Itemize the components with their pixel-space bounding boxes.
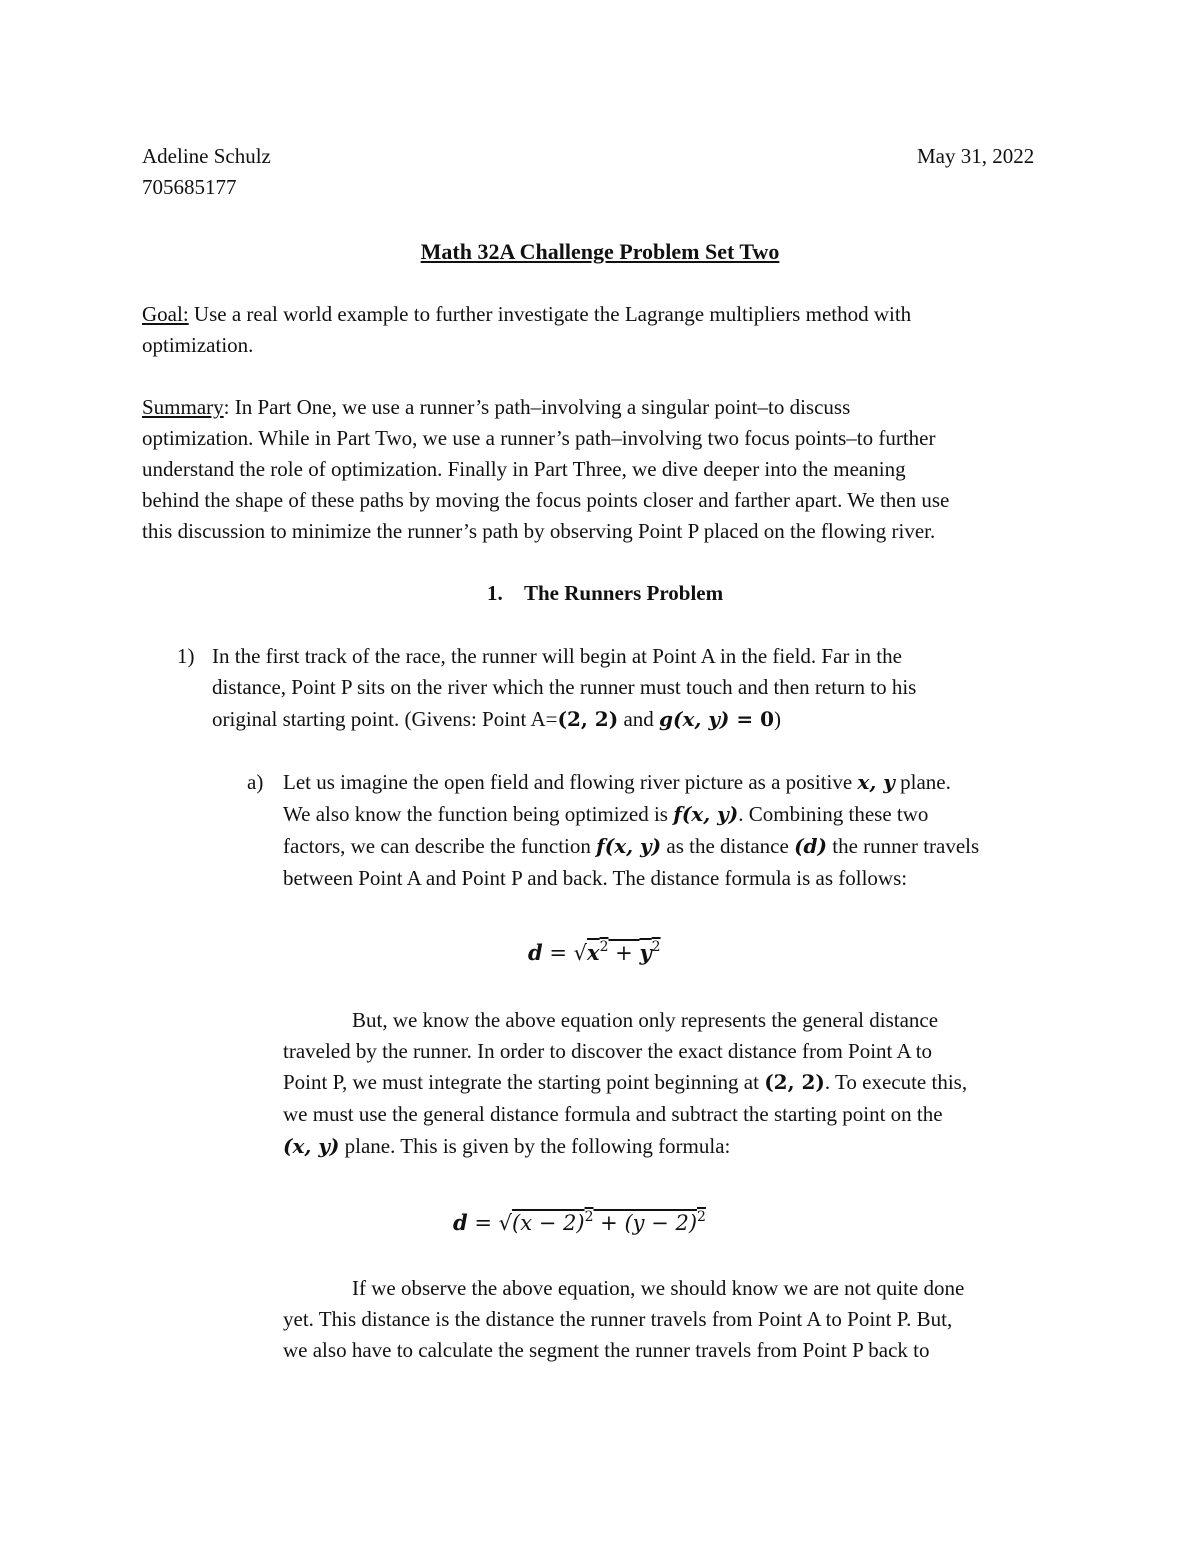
part-a-marker: a)	[247, 770, 264, 794]
para3-line-1: If we observe the above equation, we should know we are not quite done	[352, 1276, 965, 1300]
para2-line-2: traveled by the runner. In order to discover the exact distance from Point A to	[283, 1039, 933, 1063]
eq2-term-2: (y − 2)	[624, 1211, 698, 1235]
eq1-plus: +	[608, 941, 640, 965]
goal-line-2: optimization.	[142, 333, 254, 357]
eq2-exp-1: 2	[584, 1209, 594, 1225]
para2-line-1: But, we know the above equation only represents the general distance	[352, 1008, 939, 1032]
eq1-radicand	[587, 941, 661, 965]
part-a-line-2-text: We also know the function being optimized is	[283, 802, 674, 826]
para2-line-3-end: . To execute this,	[824, 1070, 968, 1094]
part-a-line-2-end: . Combining these two	[738, 802, 929, 826]
para2-line-5	[283, 1131, 730, 1162]
start-point-math: (2, 2)	[764, 1070, 825, 1094]
eq1-lhs: d	[528, 940, 543, 965]
part-a-line-3-mid: as the distance	[661, 834, 795, 858]
summary-line-1	[142, 392, 850, 423]
eq1-x: x	[587, 940, 600, 965]
summary-line-4: behind the shape of these paths by moving the focus points closer and farther apart. We then use	[142, 488, 950, 512]
xy-plane-math-2: (x, y)	[283, 1134, 340, 1158]
point-a-coords: (2, 2)	[557, 707, 619, 731]
function-f-math-2: f(x, y)	[596, 834, 662, 858]
function-f-math: f(x, y)	[673, 802, 739, 826]
eq1-exp-2: 2	[651, 939, 661, 955]
part-a-line-1	[283, 767, 951, 798]
problem-line-1: In the first track of the race, the runner will begin at Point A in the field. Far in the	[212, 644, 902, 668]
part-a-line-3-text: factors, we can describe the function	[283, 834, 597, 858]
document-title: Math 32A Challenge Problem Set Two	[420, 239, 780, 264]
part-a-line-4: between Point A and Point P and back. The distance formula is as follows:	[283, 866, 908, 890]
para2-line-3-text: Point P, we must integrate the starting point beginning at	[283, 1070, 765, 1094]
problem-line-3-end: )	[774, 707, 782, 731]
sqrt-icon: √	[573, 941, 588, 965]
summary-label: Summary	[142, 395, 224, 419]
distance-equation-shifted	[453, 1210, 706, 1235]
distance-d-math: (d)	[794, 834, 827, 858]
eq2-exp-2: 2	[697, 1209, 706, 1225]
eq2-term-1: (x − 2)	[512, 1211, 585, 1235]
part-a-line-3-end: the runner travels	[827, 834, 980, 858]
para3-line-3: we also have to calculate the segment the runner travels from Point P back to	[283, 1338, 930, 1362]
author-name: Adeline Schulz	[142, 144, 271, 168]
summary-line-3: understand the role of optimization. Finally in Part Three, we dive deeper into the meaning	[142, 457, 906, 481]
student-id: 705685177	[142, 175, 237, 199]
eq1-y: y	[639, 940, 652, 965]
para3-line-2: yet. This distance is the distance the runner travels from Point A to Point P. But,	[283, 1307, 953, 1331]
problem-marker: 1)	[177, 644, 195, 668]
part-a-line-2	[283, 799, 928, 830]
goal-line-1	[142, 299, 911, 330]
para2-line-3	[283, 1067, 967, 1098]
problem-line-3	[212, 704, 781, 735]
part-a-line-1-end: plane.	[894, 770, 951, 794]
problem-line-3-and: and	[618, 707, 660, 731]
section-number: 1.	[487, 581, 503, 605]
sqrt-icon-2: √	[498, 1211, 513, 1235]
eq1-exp-1: 2	[599, 939, 609, 955]
part-a-line-1-text: Let us imagine the open field and flowing river picture as a positive	[283, 770, 858, 794]
problem-line-3-text: original starting point. (Givens: Point A=	[212, 707, 558, 731]
section-heading: The Runners Problem	[524, 581, 724, 605]
para2-line-5-end: plane. This is given by the following formula:	[339, 1134, 731, 1158]
goal-text-1: Use a real world example to further investigate the Lagrange multipliers method with	[188, 302, 912, 326]
eq2-radicand	[512, 1211, 706, 1235]
summary-line-2: optimization. While in Part Two, we use a runner’s path–involving two focus points–to further	[142, 426, 936, 450]
para2-line-4: we must use the general distance formula and subtract the starting point on the	[283, 1102, 943, 1126]
eq1-equals: =	[542, 941, 574, 965]
summary-line-5: this discussion to minimize the runner’s path by observing Point P placed on the flowing river.	[142, 519, 936, 543]
eq2-lhs: d	[453, 1210, 468, 1235]
distance-equation-general	[528, 940, 661, 965]
part-a-line-3	[283, 831, 979, 862]
document-date: May 31, 2022	[917, 144, 1035, 168]
xy-plane-math: x, y	[857, 770, 895, 794]
constraint-value: = 0	[729, 707, 775, 731]
summary-text-1: : In Part One, we use a runner’s path–involving a singular point–to discuss	[223, 395, 851, 419]
eq2-plus: +	[593, 1211, 625, 1235]
goal-label: Goal:	[142, 302, 189, 326]
constraint-function: g(x, y)	[659, 707, 730, 731]
eq2-equals: =	[467, 1211, 499, 1235]
problem-line-2: distance, Point P sits on the river which the runner must touch and then return to his	[212, 675, 917, 699]
